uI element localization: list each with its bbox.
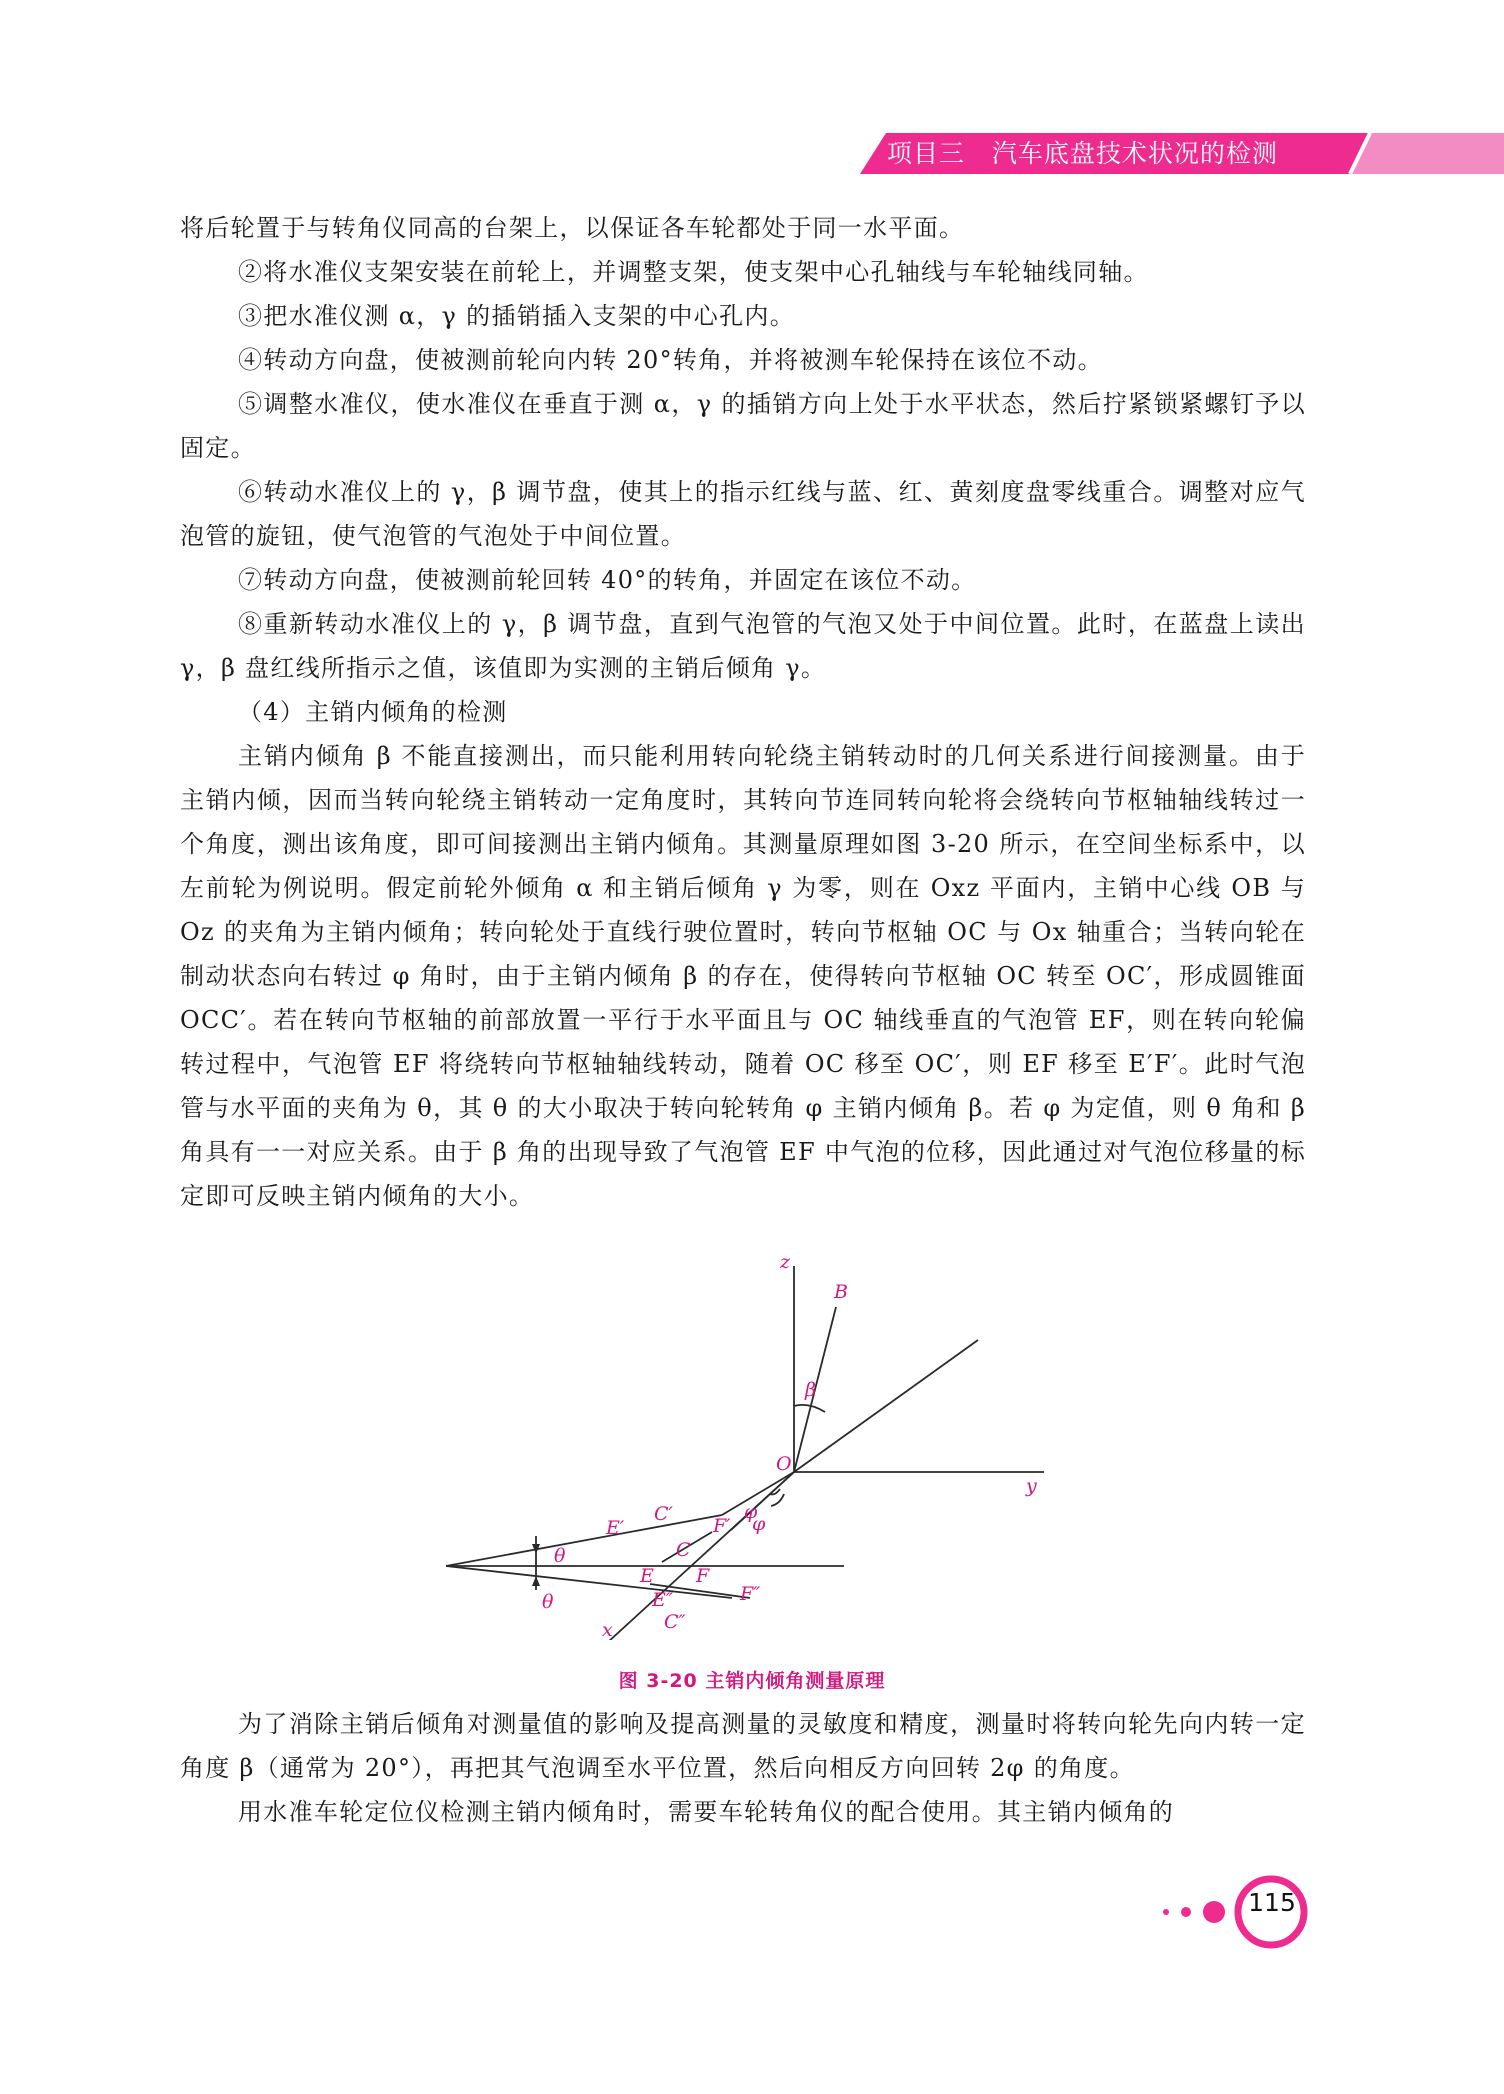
label-c: C <box>676 1539 691 1561</box>
step-5-paragraph: ⑤调整水准仪，使水准仪在垂直于测 α，γ 的插销方向上处于水平状态，然后拧紧锁紧螺钉予以固定。 <box>180 390 1306 462</box>
label-z: z <box>780 1252 791 1273</box>
label-f: F <box>696 1565 710 1587</box>
final-paragraph: 用水准车轮定位仪检测主销内倾角时，需要车轮转角仪的配合使用。其主销内倾角的 <box>238 1798 1175 1826</box>
label-beta: β <box>805 1379 816 1401</box>
label-x: x <box>602 1619 613 1640</box>
step-4-paragraph: ④转动方向盘，使被测前轮向内转 20°转角，并将被测车轮保持在该位不动。 <box>238 346 1103 374</box>
paragraph-continuation: 将后轮置于与转角仪同高的台架上，以保证各车轮都处于同一水平面。 <box>180 214 965 242</box>
step-8-paragraph: ⑧重新转动水准仪上的 γ，β 调节盘，直到气泡管的气泡又处于中间位置。此时，在蓝盘上读出 γ，β 盘红线所指示之值，该值即为实测的主销后倾角 γ。 <box>180 610 1306 682</box>
label-o: O <box>776 1453 792 1475</box>
label-c-prime: C′ <box>654 1503 673 1525</box>
label-c-double-prime: C″ <box>664 1611 686 1633</box>
step-6-paragraph: ⑥转动水准仪上的 γ，β 调节盘，使其上的指示红线与蓝、红、黄刻度盘零线重合。调整对应气泡管的旋钮，使气泡管的气泡处于中间位置。 <box>180 478 1306 550</box>
label-phi-2: φ <box>752 1513 766 1535</box>
label-f-prime: F′ <box>713 1515 731 1537</box>
label-phi-1: φ <box>744 1501 758 1523</box>
step-3-paragraph: ③把水准仪测 α，γ 的插销插入支架的中心孔内。 <box>238 302 796 330</box>
step-2-paragraph: ②将水准仪支架安装在前轮上，并调整支架，使支架中心孔轴线与车轮轴线同轴。 <box>238 258 1149 286</box>
figure-3-20 <box>432 1252 1046 1640</box>
kingpin-inclination-diagram <box>432 1252 1046 1640</box>
label-b: B <box>834 1281 848 1303</box>
label-y: y <box>1026 1475 1037 1497</box>
label-f-double-prime: F″ <box>740 1583 761 1605</box>
page-number: 115 <box>1248 1888 1296 1917</box>
step-7-paragraph: ⑦转动方向盘，使被测前轮回转 40°的转角，并固定在该位不动。 <box>238 566 977 594</box>
chapter-header-title: 项目三 汽车底盘技术状况的检测 <box>887 139 1278 168</box>
kingpin-inclination-paragraph: 主销内倾角 β 不能直接测出，而只能利用转向轮绕主销转动时的几何关系进行间接测量。由于主销内倾，因而当转向轮绕主销转动一定角度时，其转向节连同转向轮将会绕转向节枢轴轴线转过一个角度，测出该角度，即可间接测出主销内倾角。其测量原理如图 3-20 所示，在空间坐标系中，以左前轮为例说明。假定前轮外倾角 α 和主销后倾角 γ 为零，则在 Oxz 平面内，主销中心线 OB 与 Oz 的夹角为主销内倾角；转向轮处于直线行驶位置时，转向节枢轴 OC 与 Ox 轴重合；当转向轮在制动状态向右转过 φ 角时，由于主销内倾角 β 的存在，使得转向节枢轴 OC 转至 OC′，形成圆锥面 OCC′。若在转向节枢轴的前部放置一平行于水平面且与 OC 轴线垂直的气泡管 EF，则在转向轮偏转过程中，气泡管 EF 将绕转向节枢轴轴线转动，随着 OC 移至 OC′，则 EF 移至 E′F′。此时气泡管与水平面的夹角为 θ，其 θ 的大小取决于转向轮转角 φ 主销内倾角 β。若 φ 为定值，则 θ 角和 β 角具有一一对应关系。由于 β 角的出现导致了气泡管 EF 中气泡的位移，因此通过对气泡位移量的标定即可反映主销内倾角的大小。 <box>180 742 1306 1210</box>
label-theta-1: θ <box>554 1545 566 1567</box>
figure-caption: 图 3-20 主销内倾角测量原理 <box>618 1670 886 1692</box>
label-e: E <box>640 1565 654 1587</box>
label-theta-2: θ <box>542 1591 554 1613</box>
label-e-prime: E′ <box>606 1517 625 1539</box>
label-e-double-prime: E″ <box>652 1589 673 1611</box>
section-heading: （4）主销内倾角的检测 <box>238 698 508 726</box>
measurement-method-paragraph: 为了消除主销后倾角对测量值的影响及提高测量的灵敏度和精度，测量时将转向轮先向内转一定角度 β（通常为 20°），再把其气泡调至水平位置，然后向相反方向回转 2φ 的角度。 <box>180 1710 1306 1782</box>
